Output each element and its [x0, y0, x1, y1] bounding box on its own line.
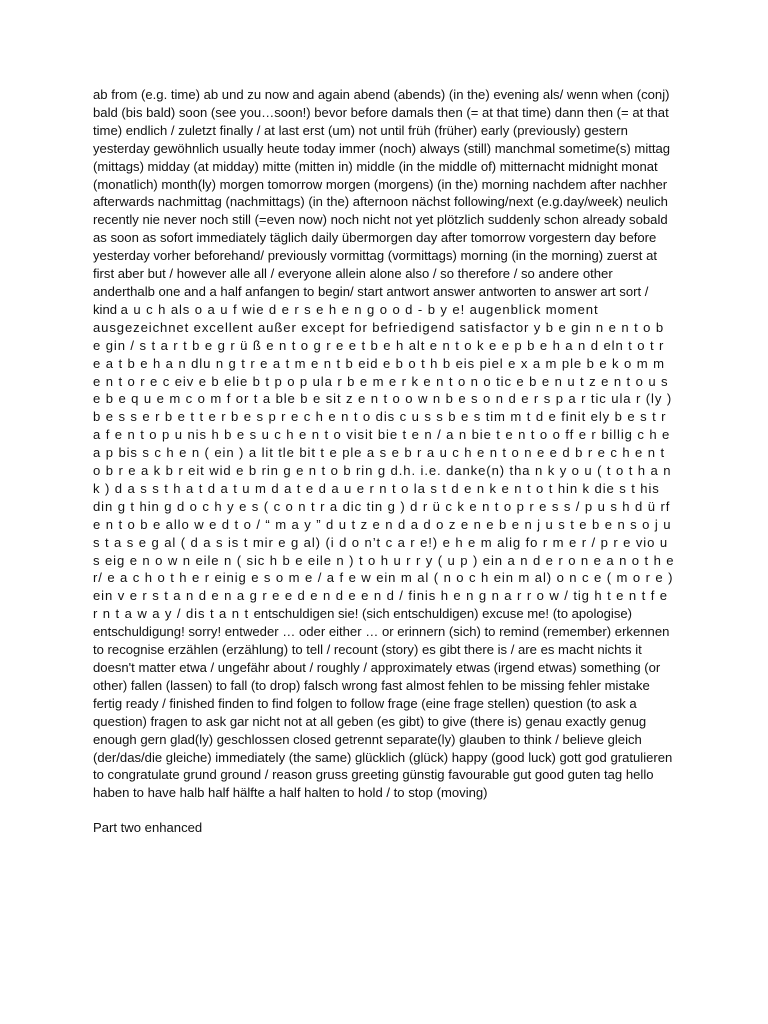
- section-heading: Part two enhanced: [93, 820, 203, 836]
- vocabulary-text-spaced: a u c h als o a u f wie d e r s e h e n g o o d - b y e! augenblick moment ausgezeichnet excellent außer except for befriedigend satisfactor y b e gin n e n t o b e gin / s t a r t b e g r ü ß e n t o g r e e t b e h alt e n t o k e e p b e h a n d eln t o t r e a t b e h a n dlu n g t r e a t m e n t b eid e b o t h b eis piel e x a m ple b e k o m m e n t o r e c eiv e b elie b t p o p ula r b e m e r k e n t o n o tic e b e n u t z e n t o u s e b e q u e m c o m f or t a ble b e sit z e n t o o w n b e s o n d e r s p a r tic ula r (ly ) b e s s e r b e t t e r b e s p r e c h e n t o dis c u s s b e s tim m t d e finit ely b e s t r a f e n t o p u nis h b e s u c h e n t o visit bie t e n / a n bie t e n t o o ff e r billig c h e a p bis s c h e n ( ein ) a lit tle bit t e ple a s e b r a u c h e n t o n e e d b r e c h e n t o b r e a k b r eit wid e b rin g e n t o b rin g d.h. i.e. danke(n) tha n k y o u ( t o t h a n k ) d a s s t h a t d a t u m d a t e d a u e r n t o la s t d e n k e n t o t hin k die s t his din g t hin g d o c h y e s ( c o n t r a dic tin g ) d r ü c k e n t o p r e s s / p u s h d ü rf e n t o b e allo w e d t o / “ m a y ” d u t z e n d a d o z e n e b e n j u s t e b e n s o j u s t a s e g al ( d a s is t mir e g al) (i d o n’t c a r e!) e h e m alig fo r m e r / p r e vio u s eig e n o w n eile n ( sic h b e eile n ) t o h u r r y ( u p ) ein a n d e r o n e a n o t h e r/ e a c h o t h e r einig e s o m e / a f e w ein m al ( n o c h ein m al) o n c e ( m o r e ) ein v e r s t a n d e n a g r e e d e n d e e n d / finis h e n g n a r r o w / tig h t e n t f e r n t a w a y / dis t a n t: [93, 301, 675, 622]
- vocabulary-text-plain-continued: entschuldigen sie! (sich entschuldigen) excuse me! (to apologise) entschuldigung! sorry! entweder … oder either … or erinnern (sich) to remind (remember) erkennen to recognise erzählen (erzählung) to tell / recount (story) es gibt there is / are es macht nichts it doesn't matter etwa / ungefähr about / roughly / approximately etwas (irgend etwas) something (or other) fallen (lassen) to fall (to drop) falsch wrong fast almost fehlen to be missing fehler mistake fertig ready / finished finden to find folgen to follow frage (eine frage stellen) question (to ask a question) fragen to ask gar nicht not at all geben (es gibt) to give (there is) genau exactly genug enough gern glad(ly) geschlossen closed getrennt separate(ly) glauben to think / believe gleich (der/das/die gleiche) immediately (the same) glücklich (glück) happy (good luck) gott god gratulieren to congratulate grund ground / reason gruss greeting günstig favourable gut good guten tag hello haben to have halb half hälfte a half halten to hold / to stop (moving): [93, 606, 673, 801]
- vocabulary-paragraph: [93, 86, 675, 802]
- vocabulary-text-plain: ab from (e.g. time) ab und zu now and again abend (abends) (in the) evening als/ wenn when (conj) bald (bis bald) soon (see you…soon!) bevor before damals then (= at that time) dann then (= at that time) endlich / zuletzt finally / at last erst (um) not until früh (früher) early (previously) gestern yesterday gewöhnlich usually heute today immer (noch) always (still) manchmal sometime(s) mittag (mittags) midday (at midday) mitte (mitten in) middle (in the middle of) mitternacht midnight monat (monatlich) month(ly) morgen tomorrow morgen (morgens) (in the) morning nachdem after nachher afterwards nachmittag (nachmittags) (in the) afternoon nächst following/next (e.g.day/week) neulich recently nie never noch still (=even now) noch nicht not yet plötzlich suddenly schon already sobald as soon as sofort immediately täglich daily übermorgen day after tomorrow vorgestern day before yesterday vorher beforehand/ previously vormittag (vormittags) morning (in the morning) zuerst at first aber but / however alle all / everyone allein alone also / so therefore / so andere other anderthalb one and a half anfangen to begin/ start antwort answer antworten to answer art sort / kind: [93, 87, 671, 317]
- document-body: [93, 86, 675, 837]
